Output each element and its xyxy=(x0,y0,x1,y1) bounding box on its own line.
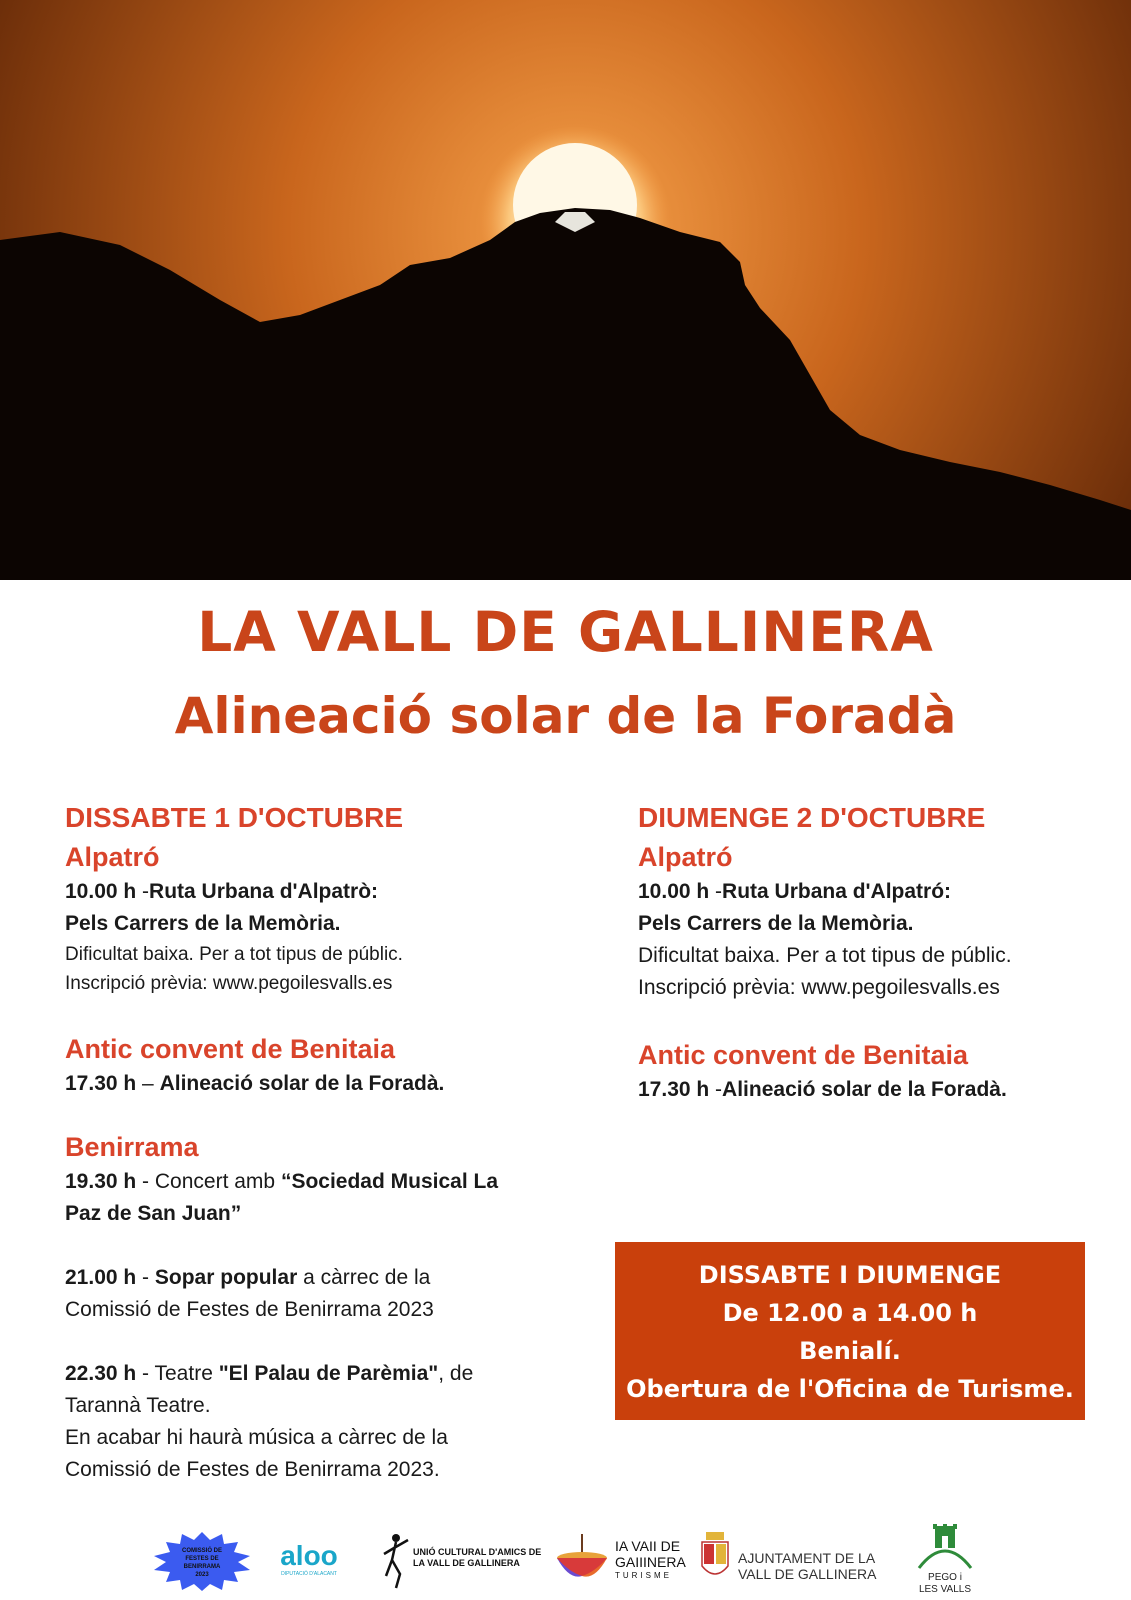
banner-days: DISSABTE I DIUMENGE xyxy=(698,1261,1002,1289)
comissio-line: COMISSIÓ DE xyxy=(181,1548,223,1554)
place-alpatro: Alpatró xyxy=(638,842,733,872)
event-text-cont: Tarannà Teatre. xyxy=(65,1394,211,1417)
unio-line2: LA VALL DE GALLINERA xyxy=(413,1558,520,1568)
event-alineacio xyxy=(65,1068,585,1100)
ajuntament-line2: VALL DE GALLINERA xyxy=(738,1566,877,1582)
place-benirrama: Benirrama xyxy=(65,1132,199,1162)
event-title: Alineació solar de la Foradà. xyxy=(722,1078,1007,1101)
event-text: , de xyxy=(438,1362,474,1385)
comissio-line: BENIRRAMA xyxy=(183,1564,221,1570)
event-title-cont: Pels Carrers de la Memòria. xyxy=(65,912,341,935)
ajuntament-line1: AJUNTAMENT DE LA xyxy=(738,1550,876,1566)
banner-hours: De 12.00 a 14.00 h xyxy=(722,1299,978,1327)
vall-gallinera-turisme-logo xyxy=(615,1538,686,1582)
page-subtitle: Alineació solar de la Foradà xyxy=(174,687,957,745)
event-text: a càrrec de la xyxy=(297,1266,431,1289)
event-sopar xyxy=(65,1262,585,1294)
sunset-mountain-illustration xyxy=(0,0,1131,580)
event-time: 22.30 h xyxy=(65,1362,137,1385)
pego-line2: LES VALLS xyxy=(918,1584,972,1595)
alacant-subtitle: DIPUTACIÓ D'ALACANT xyxy=(281,1571,337,1577)
turisme-line3: TURISME xyxy=(615,1571,672,1580)
event-time: 17.30 h xyxy=(638,1078,710,1101)
event-time: 10.00 h xyxy=(638,880,710,903)
turisme-line1: IA VAII DE xyxy=(615,1538,681,1554)
event-concert xyxy=(65,1166,585,1198)
place-alpatro: Alpatró xyxy=(65,842,160,872)
hero-photo xyxy=(0,0,1131,580)
event-title: Ruta Urbana d'Alpatró: xyxy=(722,880,952,903)
event-title: "El Palau de Parèmia" xyxy=(218,1362,439,1385)
event-text: - Concert amb xyxy=(136,1170,281,1193)
event-note: Dificultat baixa. Per a tot tipus de públic. xyxy=(638,944,1012,967)
turisme-bowl-icon xyxy=(555,1532,609,1590)
place-benitaia: Antic convent de Benitaia xyxy=(65,1034,396,1064)
place-benitaia: Antic convent de Benitaia xyxy=(638,1040,969,1070)
event-separator: - xyxy=(136,1266,155,1289)
unio-cultural-logo xyxy=(413,1547,541,1569)
alacant-wordmark: aloo xyxy=(280,1540,338,1571)
event-title: “Sociedad Musical La xyxy=(280,1170,499,1193)
saturday-schedule xyxy=(65,798,585,1486)
event-teatre xyxy=(65,1358,585,1390)
event-title: Ruta Urbana d'Alpatrò: xyxy=(149,880,379,903)
unio-cultural-figure-icon xyxy=(382,1532,414,1590)
event-ruta-urbana xyxy=(65,876,585,908)
title-block xyxy=(0,592,1131,760)
ajuntament-logo xyxy=(738,1550,877,1582)
banner-event: Obertura de l'Oficina de Turisme. xyxy=(626,1375,1074,1403)
event-text-cont: Comissió de Festes de Benirrama 2023 xyxy=(65,1298,434,1321)
event-ruta-urbana xyxy=(638,876,1098,908)
pego-les-valls-logo xyxy=(912,1572,978,1596)
event-title-cont: Paz de San Juan” xyxy=(65,1202,242,1225)
event-title: Sopar popular xyxy=(154,1266,298,1289)
comissio-line: 2023 xyxy=(195,1572,209,1578)
event-separator: - xyxy=(709,1078,723,1101)
event-time: 19.30 h xyxy=(65,1170,137,1193)
event-time: 21.00 h xyxy=(65,1266,137,1289)
sponsor-logos xyxy=(0,1520,1131,1600)
event-separator: - xyxy=(709,880,723,903)
event-text-cont: Comissió de Festes de Benirrama 2023. xyxy=(65,1458,440,1481)
event-text-cont: En acabar hi haurà música a càrrec de la xyxy=(65,1426,448,1449)
event-title-cont: Pels Carrers de la Memòria. xyxy=(638,912,914,935)
sunday-heading: DIUMENGE 2 D'OCTUBRE xyxy=(638,802,986,833)
event-alineacio xyxy=(638,1074,1098,1106)
diputacio-alacant-logo xyxy=(278,1542,340,1578)
sunday-schedule xyxy=(638,798,1098,1106)
pego-tower-icon xyxy=(915,1524,975,1570)
event-time: 10.00 h xyxy=(65,880,137,903)
event-registration: Inscripció prèvia: www.pegoilesvalls.es xyxy=(65,973,393,994)
saturday-heading: DISSABTE 1 D'OCTUBRE xyxy=(65,802,404,833)
ajuntament-shield-icon xyxy=(700,1532,730,1582)
pego-line1: PEGO i xyxy=(928,1572,962,1583)
unio-line1: UNIÓ CULTURAL D'AMICS DE xyxy=(413,1547,542,1557)
event-separator: - xyxy=(136,880,150,903)
event-separator: – xyxy=(136,1072,160,1095)
event-note: Dificultat baixa. Per a tot tipus de públic. xyxy=(65,944,403,965)
comissio-festes-logo xyxy=(150,1530,255,1592)
event-time: 17.30 h xyxy=(65,1072,137,1095)
turisme-line2: GAIIINERA xyxy=(615,1554,686,1570)
comissio-line: FESTES DE xyxy=(185,1556,219,1562)
banner-place: Benialí. xyxy=(799,1337,901,1365)
event-registration: Inscripció prèvia: www.pegoilesvalls.es xyxy=(638,976,1000,999)
event-text: - Teatre xyxy=(136,1362,219,1385)
event-title: Alineació solar de la Foradà. xyxy=(159,1072,445,1095)
page-title: LA VALL DE GALLINERA xyxy=(197,600,934,664)
weekend-banner xyxy=(615,1242,1085,1420)
